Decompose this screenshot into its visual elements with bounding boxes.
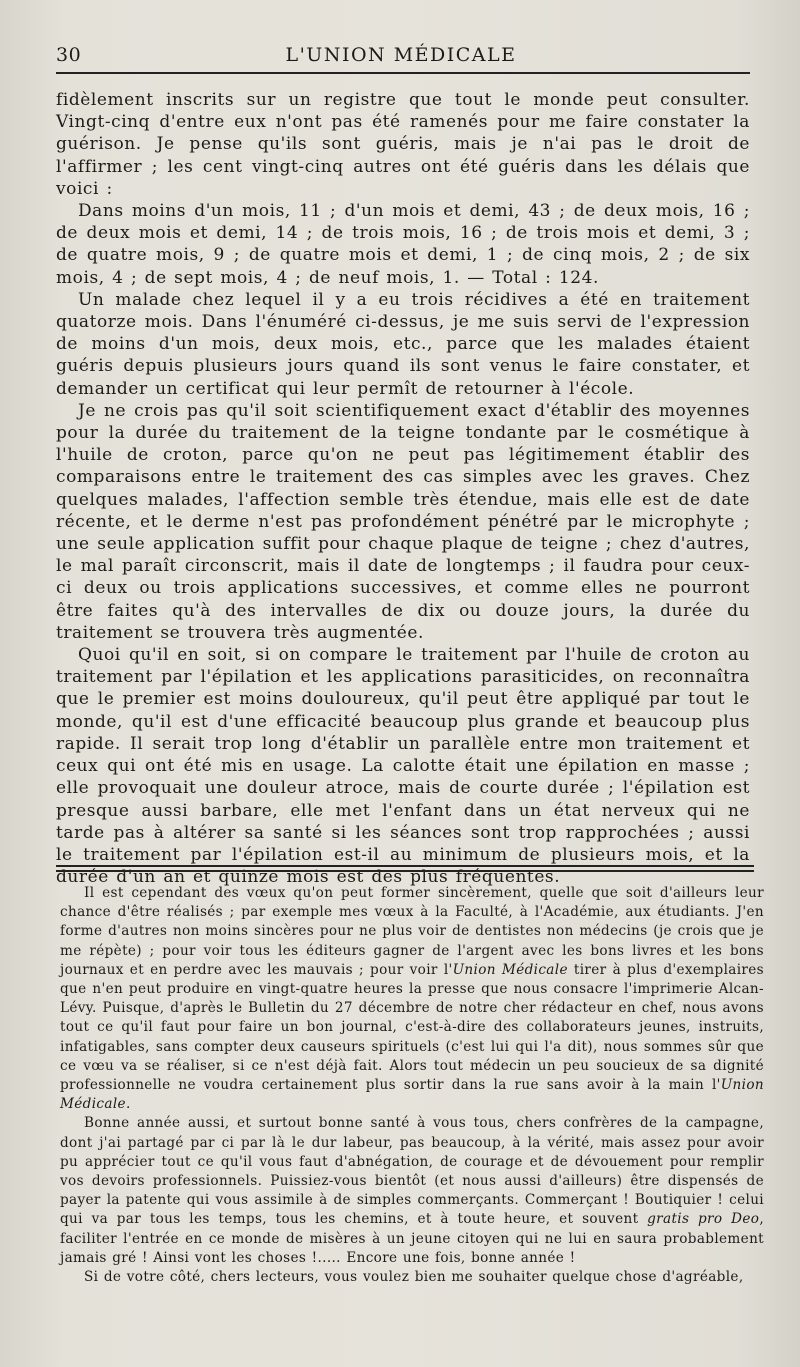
- paragraph: Quoi qu'il en soit, si on compare le traitement par l'huile de croton au traitement par l'épilation et les applications parasiticides, on reconnaîtra que le premier est moins douloureux, qu'il peut être appliqué par tout le monde, qu'il est d'une efficacité beaucoup plus grande et beaucoup plus rapide. Il serait trop long d'établir un parallèle entre mon traitement et ceux qui ont été mis en usage. La calotte était une épilation en masse ; elle provoquait une douleur atroce, mais de courte durée ; l'épilation est presque aussi barbare, elle met l'enfant dans un état nerveux qui ne tarde pas à altérer sa santé si les séances sont trop rapprochées ; aussi le traitement par l'épilation est-il au minimum de plusieurs mois, et la durée d'un an et quinze mois est des plus fréquentes.: [56, 645, 750, 888]
- text-run: , faciliter l'entrée en ce monde de misères à un jeune citoyen qui ne lui en saura probablement jamais gré ! Ainsi vont les choses !..... Encore une fois, bonne année !: [60, 1211, 764, 1266]
- feuilleton-text: [60, 884, 764, 1287]
- text-run: Il est cependant des vœux qu'on peut former sincèrement, quelle que soit d'ailleurs leur chance d'être réalisés ; par exemple mes vœux à la Faculté, à l'Académie, aux étudiants. J'en forme d'autres non moins sincères pour ne plus voir de dentistes non médecins (je crois que je me répète) ; pour voir tous les éditeurs gagner de l'argent avec les bons livres et les bons journaux et en perdre avec les mauvais ; pour voir l': [60, 885, 764, 978]
- paragraph: Un malade chez lequel il y a eu trois récidives a été en traitement quatorze mois. Dans l'énuméré ci-dessus, je me suis servi de l'expression de moins d'un mois, deux mois, etc., parce que les malades étaient guéris depuis plusieurs jours quand ils sont venus le faire constater, et demander un certificat qui leur permît de retourner à l'école.: [56, 289, 750, 399]
- journal-title: Union Médicale: [60, 1077, 764, 1113]
- latin-phrase: gratis pro Deo: [647, 1211, 760, 1228]
- header-rule: [56, 72, 750, 74]
- section-divider: [56, 865, 754, 872]
- text-run: .: [125, 1096, 131, 1113]
- note-paragraph: Si de votre côté, chers lecteurs, vous voulez bien me souhaiter quelque chose d'agréable,: [84, 1269, 744, 1286]
- running-title: L'UNION MÉDICALE: [285, 44, 517, 66]
- note-paragraph: [60, 884, 764, 1114]
- paragraph: Je ne crois pas qu'il soit scientifiquement exact d'établir des moyennes pour la durée du traitement de la teigne tondante par le cosmétique à l'huile de croton, parce qu'on ne peut pas légitimement établir des comparaisons entre le traitement des cas simples avec les graves. Chez quelques malades, l'affection semble très étendue, mais elle est de date récente, et le derme n'est pas profondément pénétré par le microphyte ; une seule application suffit pour chaque plaque de teigne ; chez d'autres, le mal paraît circonscrit, mais il date de longtemps ; il faudra pour ceux-ci deux ou trois applications successives, et comme elles ne pourront être faites qu'à des intervalles de dix ou douze jours, la durée du traitement se trouvera très augmentée.: [56, 400, 750, 643]
- paragraph: Dans moins d'un mois, 11 ; d'un mois et demi, 43 ; de deux mois, 16 ; de deux mois et demi, 14 ; de trois mois, 16 ; de trois mois et demi, 3 ; de quatre mois, 9 ; de quatre mois et demi, 1 ; de cinq mois, 2 ; de six mois, 4 ; de sept mois, 4 ; de neuf mois, 1. — Total : 124.: [56, 201, 750, 288]
- note-paragraph: [60, 1114, 764, 1268]
- page-number: 30: [56, 44, 82, 66]
- journal-title: Union Médicale: [452, 961, 568, 978]
- text-run: tirer à plus d'exemplaires que n'en peut produire en vingt-quatre heures la presse que nous consacre l'imprimerie Alcan-Lévy. Puisque, d'après le Bulletin du 27 décembre de notre cher rédacteur en chef, nous avons tout ce qu'il faut pour faire un bon journal, c'est-à-dire des collaborateurs jeunes, instruits, infatigables, sans compter deux causeurs spirituels (c'est lui qui l'a dit), nous sommes sûr que ce vœu va se réaliser, si ce n'est déjà fait. Alors tout médecin un peu soucieux de sa dignité professionnelle ne voudra certainement plus sortir dans la rue sans avoir à la main l': [60, 961, 765, 1094]
- page-header: [56, 40, 746, 70]
- text-run: Bonne année aussi, et surtout bonne santé à vous tous, chers confrères de la campagne, dont j'ai partagé par ci par là le dur labeur, pas beaucoup, à la vérité, mais assez pour avoir pu apprécier tout ce qu'il vous faut d'abnégation, de courage et de dévouement pour remplir vos devoirs professionnels. Puissiez-vous bientôt (et nous aussi d'ailleurs) être dispensés de payer la patente qui vous assimile à de simples commerçants. Commerçant ! Boutiquier ! celui qui va par tous les temps, tous les chemins, et à toute heure, et souvent: [60, 1115, 764, 1228]
- main-text: [56, 89, 750, 888]
- paragraph: fidèlement inscrits sur un registre que tout le monde peut consulter. Vingt-cinq d'entre eux n'ont pas été ramenés pour me faire constater la guérison. Je pense qu'ils sont guéris, mais je n'ai pas le droit de l'affirmer ; les cent vingt-cinq autres ont été guéris dans les délais que voici :: [56, 90, 750, 199]
